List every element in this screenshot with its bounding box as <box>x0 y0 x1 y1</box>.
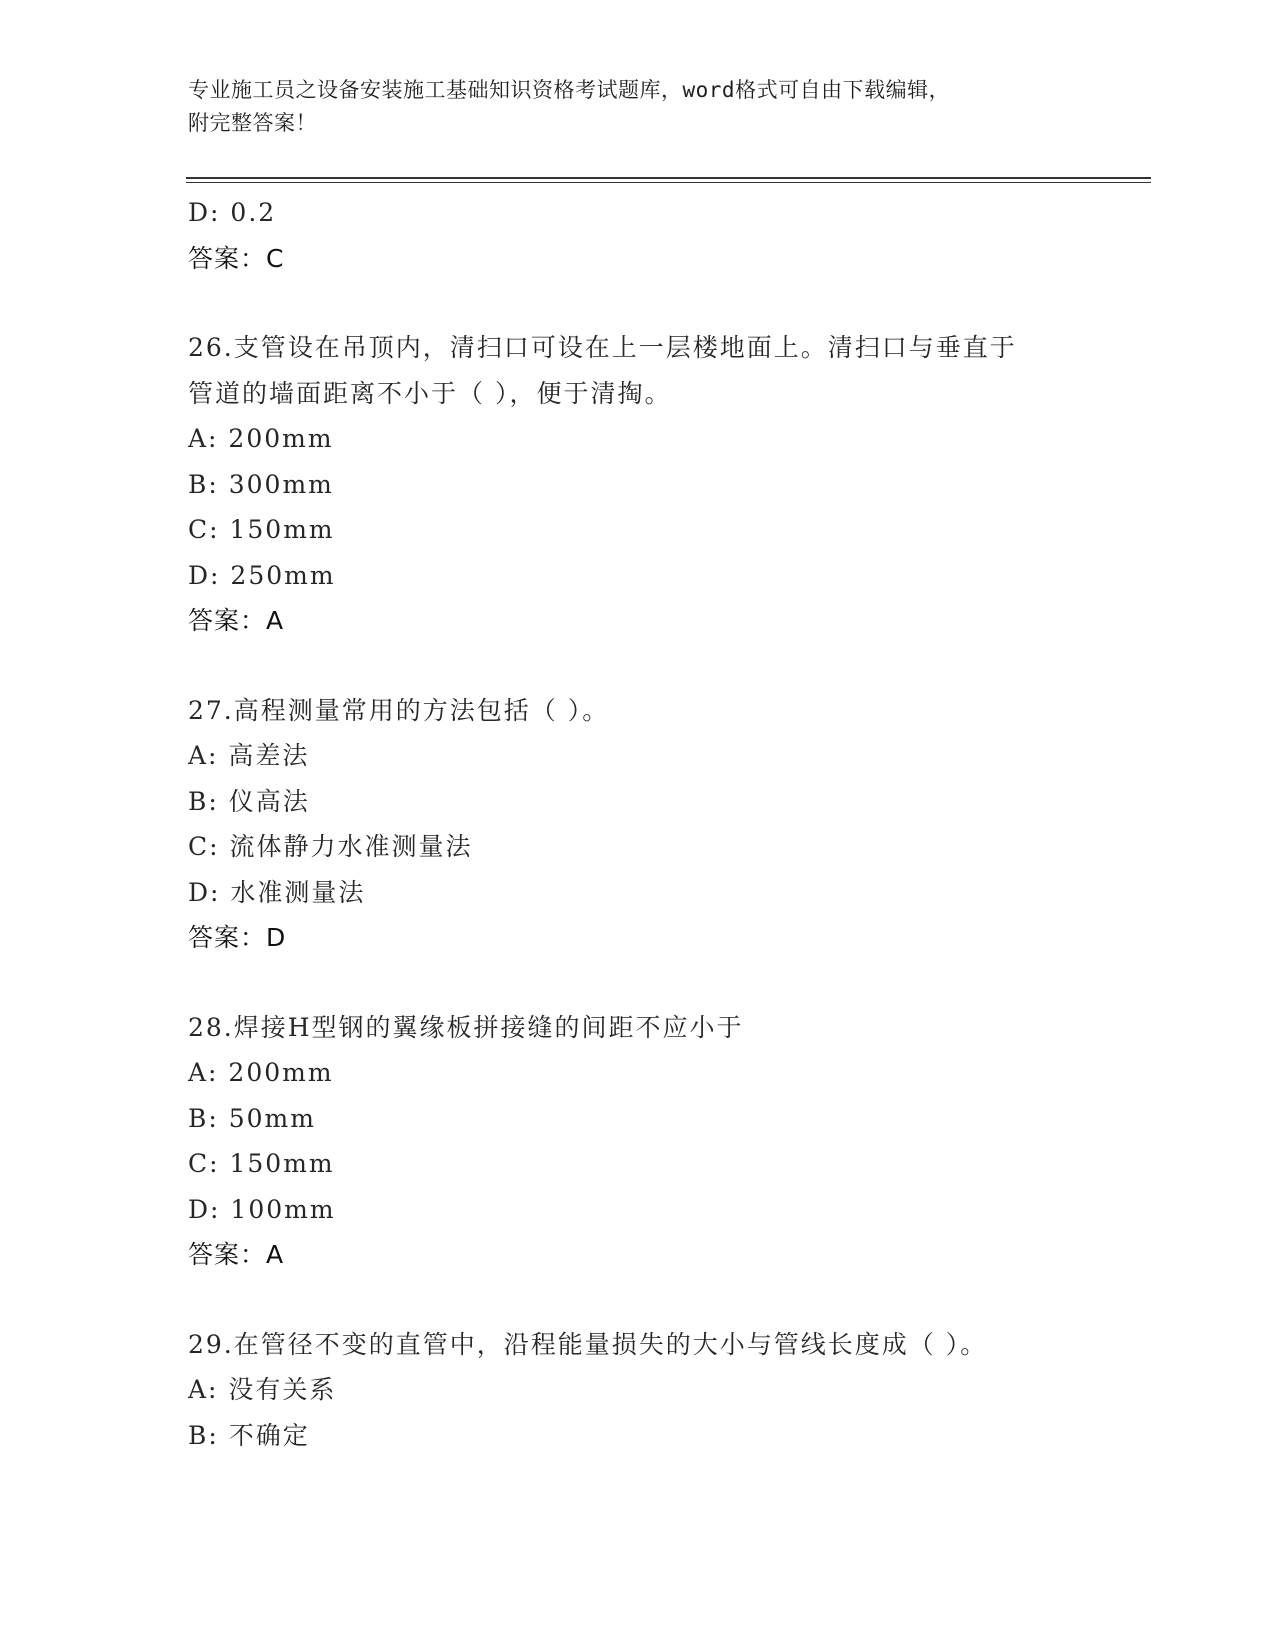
question-content <box>188 190 1108 1458</box>
answer-text: 答案：A <box>188 606 285 635</box>
answer-text: 答案：D <box>188 923 287 952</box>
option-d: D: 100mm <box>188 1194 336 1224</box>
header-line-1: 专业施工员之设备安装施工基础知识资格考试题库，word格式可自由下载编辑， <box>188 78 951 102</box>
spacer <box>188 281 1108 325</box>
option-b: B: 300mm <box>188 469 334 499</box>
option-d: D: 水准测量法 <box>188 877 366 907</box>
question-text: 29.在管径不变的直管中，沿程能量损失的大小与管线长度成（ ）。 <box>188 1329 988 1359</box>
page-header <box>188 74 1068 140</box>
question-text: 管道的墙面距离不小于（ ），便于清掏。 <box>188 378 672 408</box>
option-d: D: 0.2 <box>188 198 277 227</box>
option-b: B: 仪高法 <box>188 786 310 816</box>
spacer <box>188 644 1108 688</box>
question-29 <box>188 1322 1108 1368</box>
option-d: D: 250mm <box>188 560 336 590</box>
question-text: 28.焊接H型钢的翼缘板拼接缝的间距不应小于 <box>188 1012 744 1042</box>
question-text: 26.支管设在吊顶内，清扫口可设在上一层楼地面上。清扫口与垂直于 <box>188 333 1017 362</box>
option-b: B: 不确定 <box>188 1420 310 1450</box>
option-a: A: 没有关系 <box>188 1375 337 1404</box>
question-text: 27.高程测量常用的方法包括（ ）。 <box>188 695 610 725</box>
spacer <box>188 1278 1108 1322</box>
question-28 <box>188 1005 1108 1051</box>
answer-text: 答案：C <box>188 243 285 273</box>
option-b: B: 50mm <box>188 1103 316 1133</box>
option-c: C: 流体静力水准测量法 <box>188 832 473 861</box>
option-a: A: 200mm <box>188 424 334 453</box>
option-c: C: 150mm <box>188 515 335 544</box>
question-26 <box>188 325 1108 416</box>
question-27 <box>188 688 1108 734</box>
option-c: C: 150mm <box>188 1149 335 1178</box>
header-divider <box>186 177 1151 183</box>
answer-text: 答案：A <box>188 1240 285 1269</box>
option-a: A: 200mm <box>188 1058 334 1087</box>
spacer <box>188 961 1108 1005</box>
header-line-2: 附完整答案！ <box>188 111 317 135</box>
option-a: A: 高差法 <box>188 741 310 770</box>
